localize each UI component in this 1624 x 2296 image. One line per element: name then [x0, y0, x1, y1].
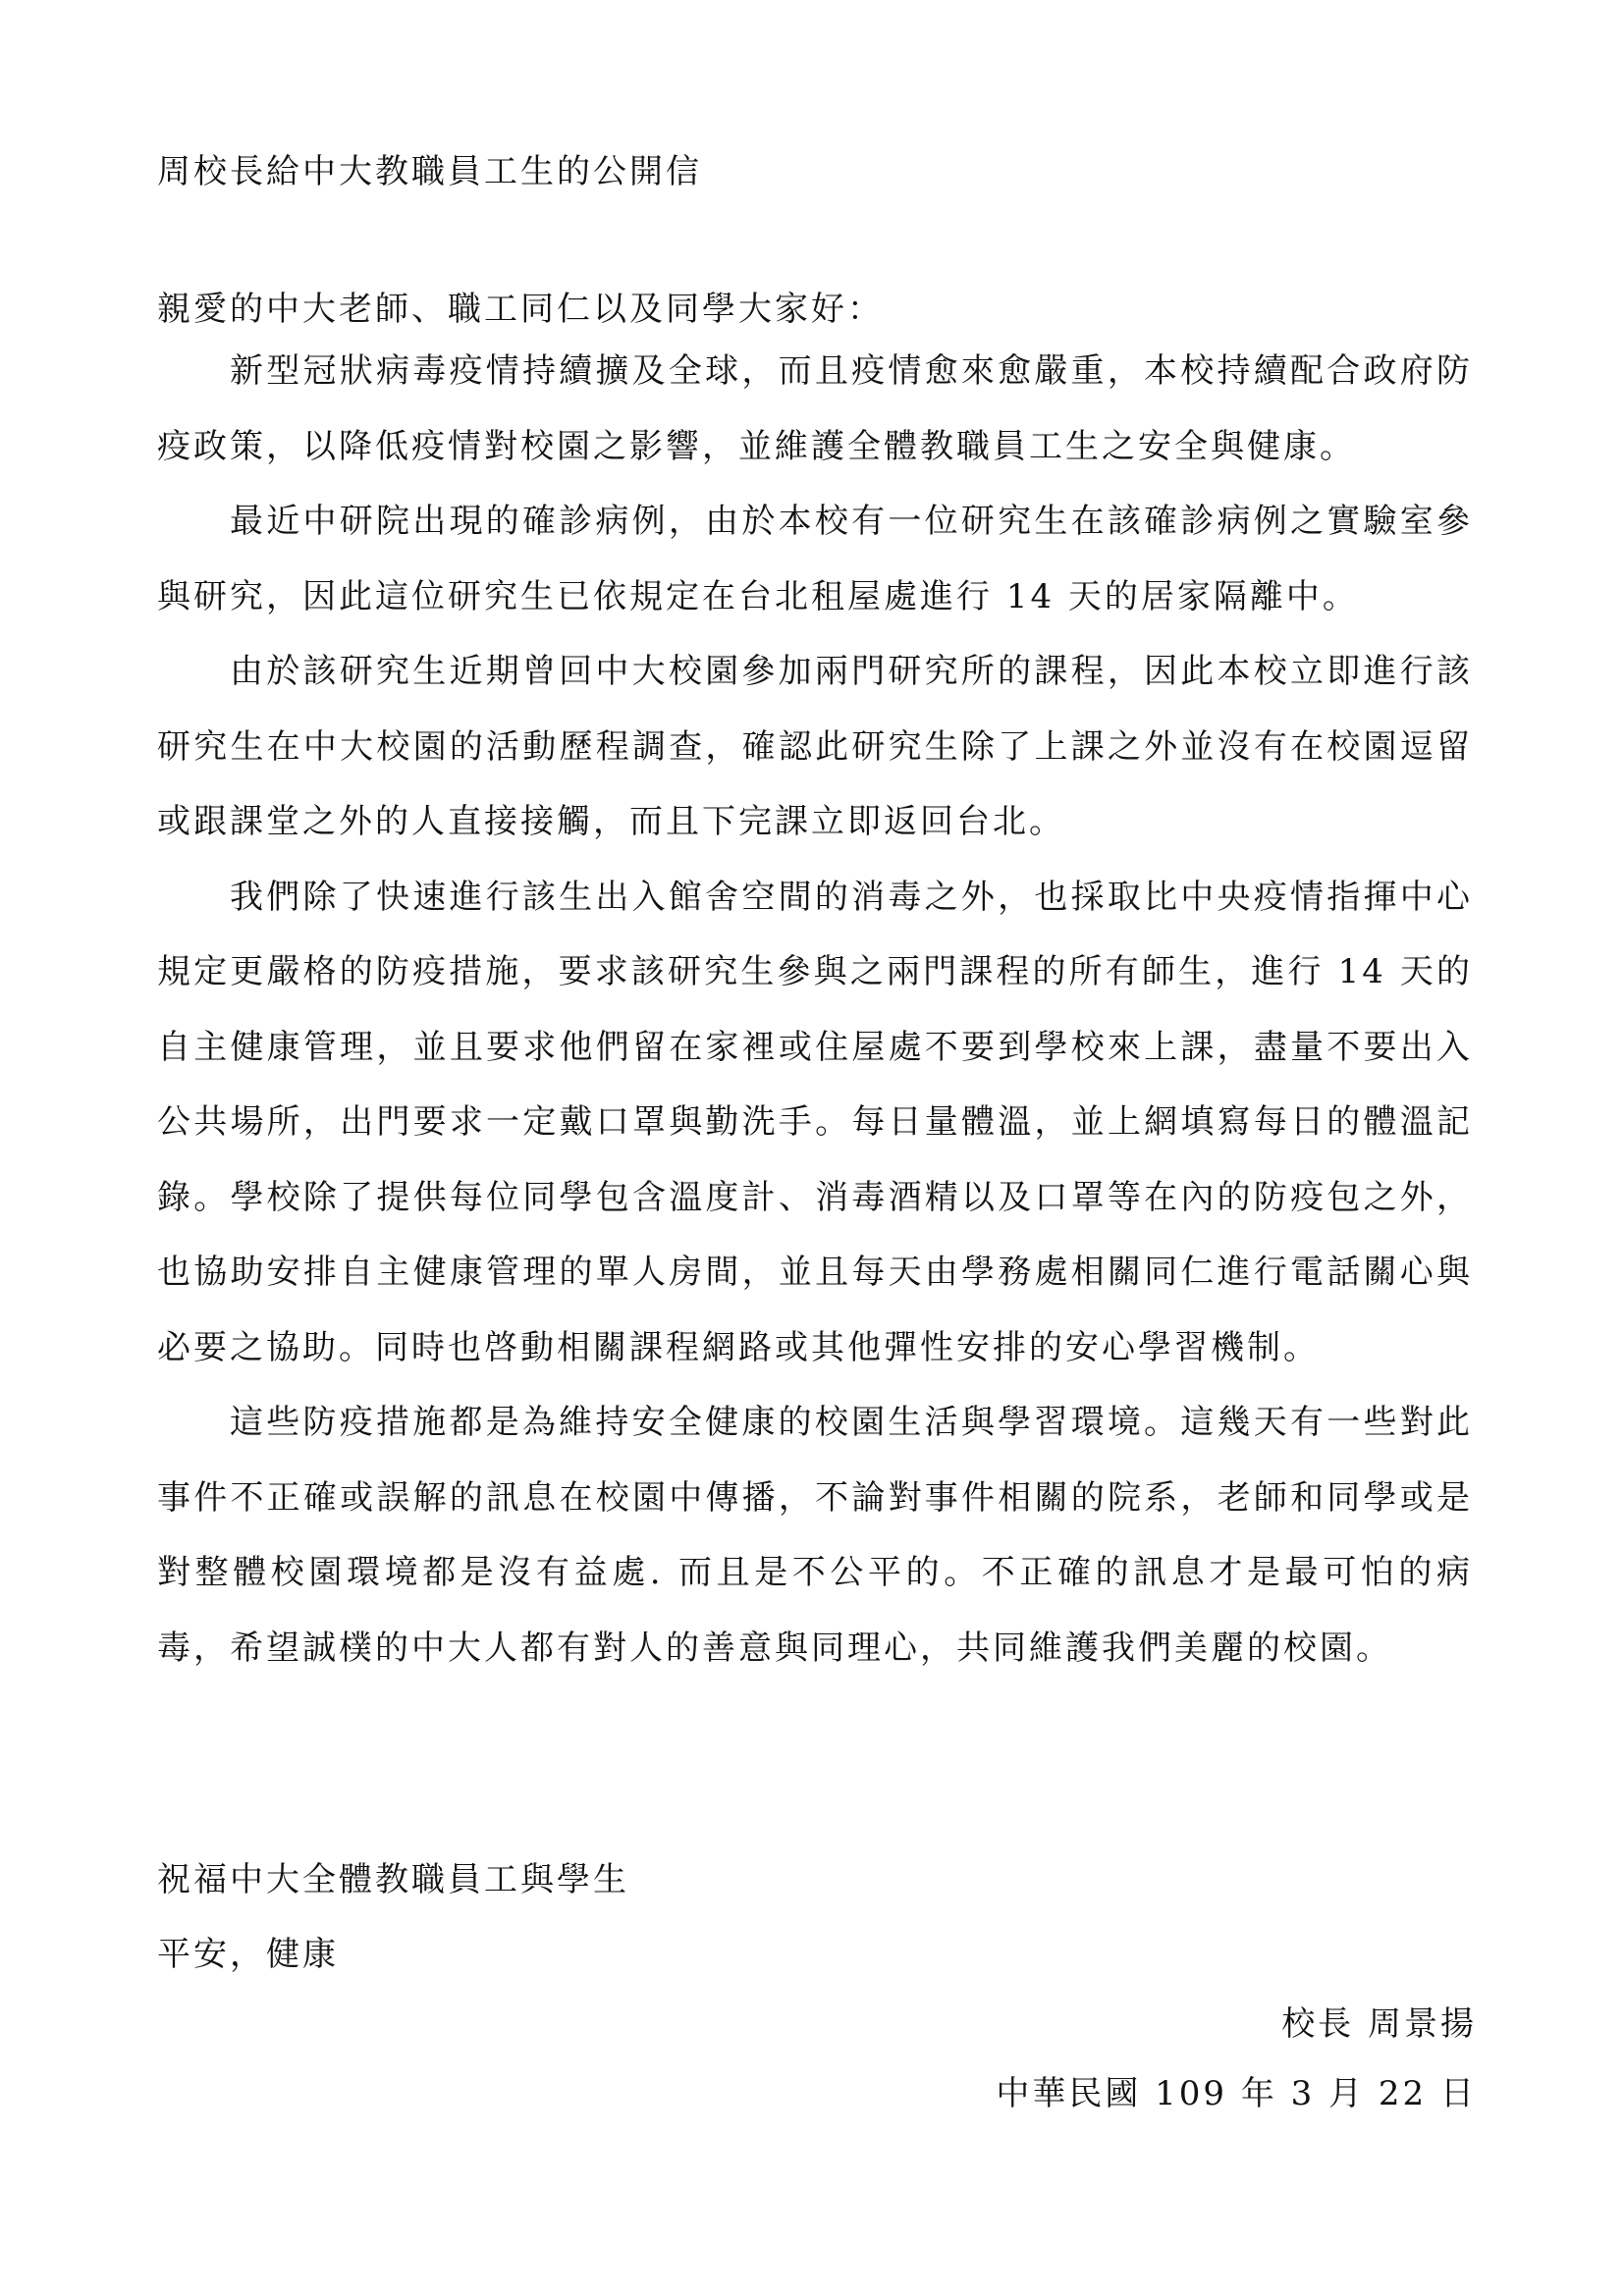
- closing-wish: 平安，健康: [157, 1935, 339, 1974]
- letter-body: [157, 334, 1473, 1685]
- paragraph-3: 由於該研究生近期曾回中大校園參加兩門研究所的課程，因此本校立即進行該研究生在中大校園的活動歷程調查，確認此研究生除了上課之外並沒有在校園逗留或跟課堂之外的人直接接觸，而且下完課立即返回台北。: [157, 652, 1473, 841]
- salutation: 親愛的中大老師、職工同仁以及同學大家好：: [157, 290, 884, 329]
- paragraph-1: 新型冠狀病毒疫情持續擴及全球，而且疫情愈來愈嚴重，本校持續配合政府防疫政策，以降低疫情對校園之影響，並維護全體教職員工生之安全與健康。: [157, 351, 1473, 466]
- letter-title: 周校長給中大教職員工生的公開信: [157, 152, 702, 191]
- paragraph-2: 最近中研院出現的確診病例，由於本校有一位研究生在該確診病例之實驗室參與研究，因此這位研究生已依規定在台北租屋處進行 14 天的居家隔離中。: [157, 502, 1473, 616]
- paragraph-4: 我們除了快速進行該生出入館舍空間的消毒之外，也採取比中央疫情指揮中心規定更嚴格的防疫措施，要求該研究生參與之兩門課程的所有師生，進行 14 天的自主健康管理，並且要求他們留在家裡或住屋處不要到學校來上課，盡量不要出入公共場所，出門要求一定戴口罩與勤洗手。每日量體溫，並上網填寫每日的體溫記錄。學校除了提供每位同學包含溫度計、消毒酒精以及口罩等在內的防疫包之外，也協助安排自主健康管理的單人房間，並且每天由學務處相關同仁進行電話關心與必要之協助。同時也啓動相關課程網路或其他彈性安排的安心學習機制。: [157, 877, 1473, 1367]
- paragraph-5: 這些防疫措施都是為維持安全健康的校園生活與學習環境。這幾天有一些對此事件不正確或誤解的訊息在校園中傳播，不論對事件相關的院系，老師和同學或是對整體校園環境都是沒有益處. 而且是不公平的。不正確的訊息才是最可怕的病毒，希望誠樸的中大人都有對人的善意與同理心，共同維護我們美麗的校園。: [157, 1403, 1473, 1668]
- closing-blessing: 祝福中大全體教職員工與學生: [157, 1860, 629, 1899]
- signature: 校長 周景揚: [1281, 2004, 1477, 2044]
- letter-date: 中華民國 109 年 3 月 22 日: [996, 2074, 1477, 2113]
